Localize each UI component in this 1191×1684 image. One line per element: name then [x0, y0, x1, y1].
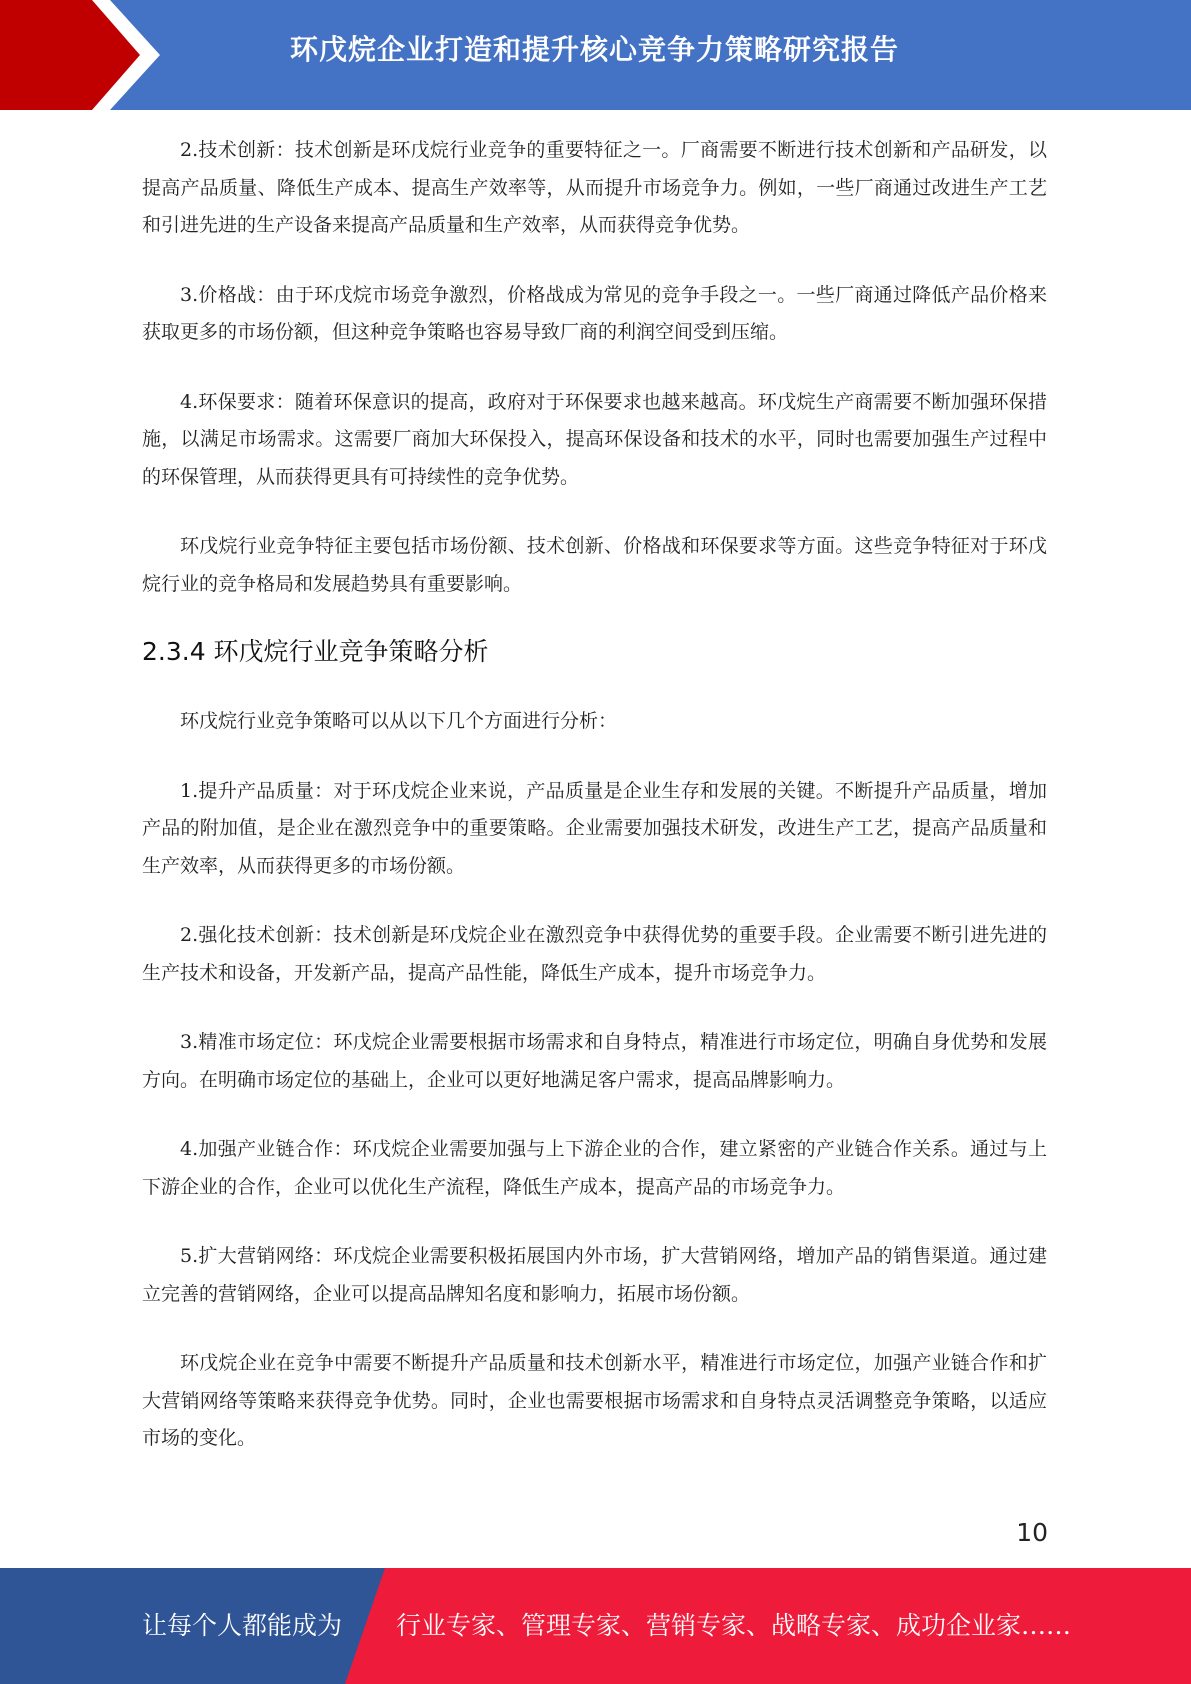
paragraph: 环戊烷行业竞争策略可以从以下几个方面进行分析：	[180, 710, 618, 732]
section-heading: 2.3.4 环戊烷行业竞争策略分析	[142, 637, 489, 666]
paragraph: 3.精准市场定位：环戊烷企业需要根据市场需求和自身特点，精准进行市场定位，明确自身优势和发展方向。在明确市场定位的基础上，企业可以更好地满足客户需求，提高品牌影响力。	[142, 1031, 1047, 1091]
page-number: 10	[1016, 1518, 1048, 1547]
page-header	[0, 0, 1191, 110]
header-arrow-icon	[0, 0, 160, 110]
paragraph: 5.扩大营销网络：环戊烷企业需要积极拓展国内外市场，扩大营销网络，增加产品的销售渠道。通过建立完善的营销网络，企业可以提高品牌知名度和影响力，拓展市场份额。	[142, 1245, 1047, 1305]
footer-slogan-right: 行业专家、管理专家、营销专家、战略专家、成功企业家……	[396, 1611, 1072, 1640]
paragraph: 环戊烷企业在竞争中需要不断提升产品质量和技术创新水平，精准进行市场定位，加强产业链合作和扩大营销网络等策略来获得竞争优势。同时，企业也需要根据市场需求和自身特点灵活调整竞争策略，以适应市场的变化。	[142, 1352, 1047, 1449]
paragraph: 环戊烷行业竞争特征主要包括市场份额、技术创新、价格战和环保要求等方面。这些竞争特征对于环戊烷行业的竞争格局和发展趋势具有重要影响。	[142, 535, 1047, 595]
paragraph: 2.强化技术创新：技术创新是环戊烷企业在激烈竞争中获得优势的重要手段。企业需要不断引进先进的生产技术和设备，开发新产品，提高产品性能，降低生产成本，提升市场竞争力。	[142, 924, 1047, 984]
page-footer	[0, 1568, 1191, 1684]
footer-slogan-left: 让每个人都能成为	[142, 1611, 343, 1640]
report-title: 环戊烷企业打造和提升核心竞争力策略研究报告	[290, 33, 900, 66]
paragraph: 2.技术创新：技术创新是环戊烷行业竞争的重要特征之一。厂商需要不断进行技术创新和产品研发，以提高产品质量、降低生产成本、提高生产效率等，从而提升市场竞争力。例如，一些厂商通过改进生产工艺和引进先进的生产设备来提高产品质量和生产效率，从而获得竞争优势。	[142, 139, 1047, 236]
paragraph: 3.价格战：由于环戊烷市场竞争激烈，价格战成为常见的竞争手段之一。一些厂商通过降低产品价格来获取更多的市场份额，但这种竞争策略也容易导致厂商的利润空间受到压缩。	[142, 283, 1047, 343]
paragraph: 4.加强产业链合作：环戊烷企业需要加强与上下游企业的合作，建立紧密的产业链合作关系。通过与上下游企业的合作，企业可以优化生产流程，降低生产成本，提高产品的市场竞争力。	[142, 1138, 1047, 1198]
paragraph: 4.环保要求：随着环保意识的提高，政府对于环保要求也越来越高。环戊烷生产商需要不断加强环保措施，以满足市场需求。这需要厂商加大环保投入，提高环保设备和技术的水平，同时也需要加强生产过程中的环保管理，从而获得更具有可持续性的竞争优势。	[142, 390, 1047, 488]
paragraph: 1.提升产品质量：对于环戊烷企业来说，产品质量是企业生存和发展的关键。不断提升产品质量，增加产品的附加值，是企业在激烈竞争中的重要策略。企业需要加强技术研发，改进生产工艺，提高产品质量和生产效率，从而获得更多的市场份额。	[142, 779, 1047, 877]
document-body	[142, 132, 1047, 1490]
